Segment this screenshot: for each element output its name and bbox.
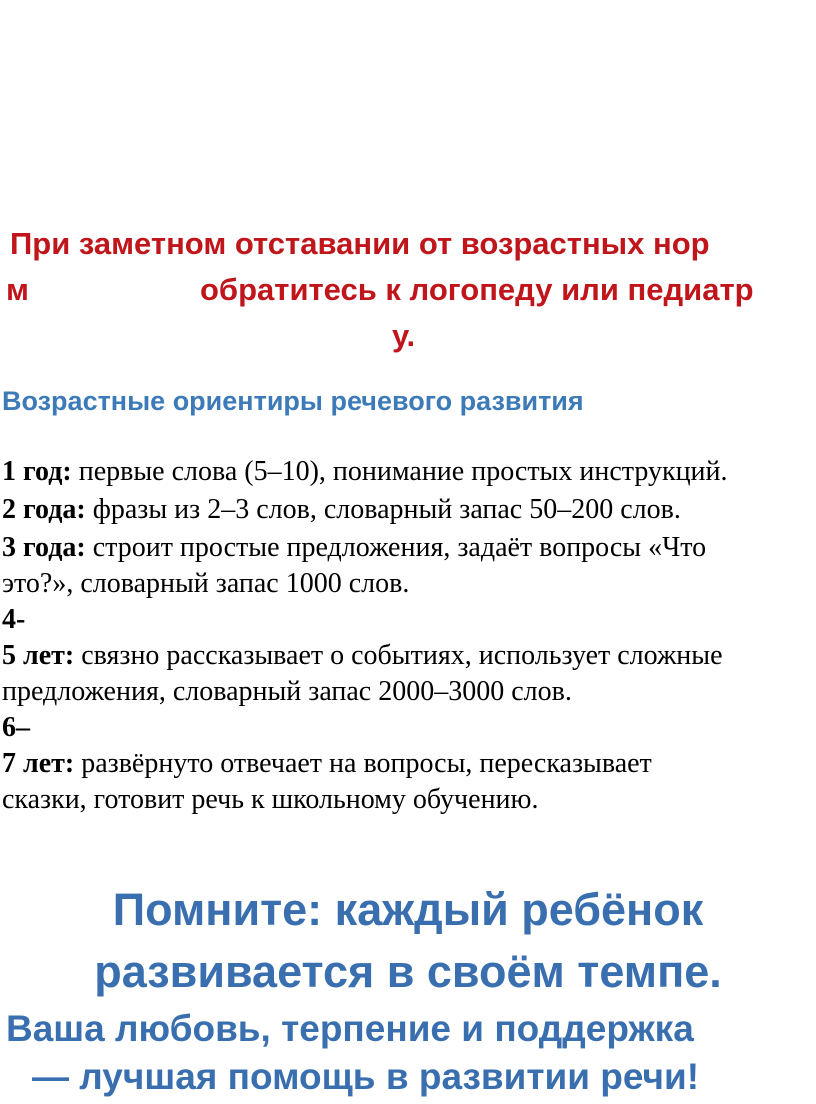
age-text: предложения, словарный запас 2000–3000 слов. <box>2 676 572 707</box>
closing-line-2: развивается в своём темпе. <box>94 946 722 997</box>
age-item-continued <box>2 568 409 600</box>
closing-line-4: — лучшая помощь в развитии речи! <box>32 1056 700 1097</box>
age-item <box>2 748 652 780</box>
age-item <box>2 712 30 744</box>
age-label: 6– <box>2 712 30 743</box>
age-text: развёрнуто отвечает на вопросы, пересказывает <box>74 748 652 779</box>
age-item <box>2 640 723 672</box>
age-item <box>2 604 25 636</box>
age-label: 5 лет: <box>2 640 75 671</box>
age-item-continued <box>2 784 538 816</box>
age-label: 1 год: <box>2 456 72 487</box>
age-label: 2 года: <box>2 494 86 525</box>
age-item <box>2 456 728 488</box>
warning-line-1: При заметном отставании от возрастных нор <box>10 226 710 261</box>
age-item <box>2 494 681 526</box>
age-text: это?», словарный запас 1000 слов. <box>2 568 410 599</box>
section-title: Возрастные ориентиры речевого развития <box>2 386 584 416</box>
age-label: 3 года: <box>2 532 86 563</box>
warning-line-3: у. <box>392 318 416 353</box>
age-label: 4- <box>2 604 26 635</box>
closing-line-1: Помните: каждый ребёнок <box>112 884 704 935</box>
age-text: сказки, готовит речь к школьному обучению. <box>2 784 539 815</box>
age-text: первые слова (5–10), понимание простых инструкций. <box>71 456 728 487</box>
age-item <box>2 532 706 564</box>
closing-line-3: Ваша любовь, терпение и поддержка <box>6 1008 694 1049</box>
age-text: фразы из 2–3 слов, словарный запас 50–200 слов. <box>85 494 681 525</box>
warning-line-2b: обратитесь к логопеду или педиатр <box>200 272 754 307</box>
age-item-continued <box>2 676 572 708</box>
age-label: 7 лет: <box>2 748 75 779</box>
age-text: связно рассказывает о событиях, использует сложные <box>74 640 723 671</box>
age-text: строит простые предложения, задаёт вопросы «Что <box>85 532 707 563</box>
warning-line-2a: м <box>6 272 29 307</box>
